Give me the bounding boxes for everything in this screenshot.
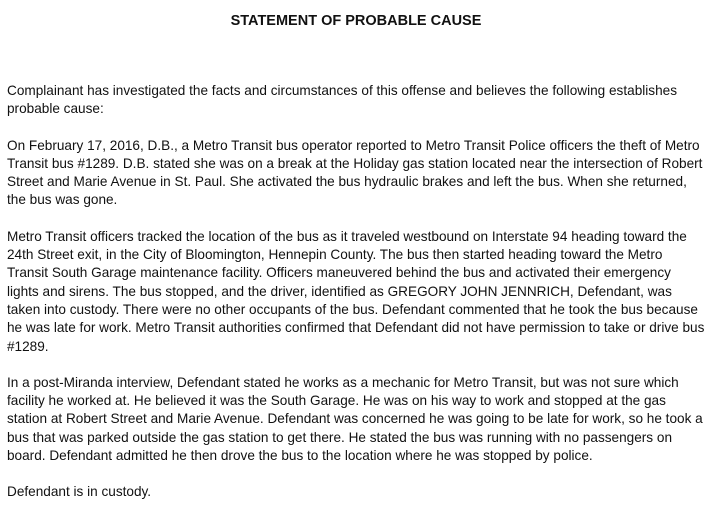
- document-title: STATEMENT OF PROBABLE CAUSE: [230, 13, 482, 29]
- paragraph-tracking: Metro Transit officers tracked the location of the bus as it traveled westbound on Interstate 94 heading toward the 24th Street exit, in the City of Bloomington, Hennepin County. The bus then started heading toward the Metro Transit South Garage maintenance facility. Officers maneuvered behind the bus and activated their emergency lights and sirens. The bus stopped, and the driver, identified as GREGORY JOHN JENNRICH, Defendant, was taken into custody. There were no other occupants of the bus. Defendant commented that he took the bus because he was late for work. Metro Transit authorities confirmed that Defendant did not have permission to take or drive bus #1289.: [7, 228, 705, 354]
- document: [7, 10, 705, 502]
- paragraph-interview: In a post-Miranda interview, Defendant stated he works as a mechanic for Metro Transit, but was not sure which facility he worked at. He believed it was the South Garage. He was on his way to work and stopped at the gas station at Robert Street and Marie Avenue. Defendant was concerned he was going to be late for work, so he took a bus that was parked outside the gas station to get there. He stated the bus was running with no passengers on board. Defendant admitted he then drove the bus to the location where he was stopped by police.: [7, 374, 703, 464]
- paragraph-intro: Complainant has investigated the facts and circumstances of this offense and believes the following establishes probable cause:: [7, 83, 678, 117]
- paragraph-theft-report: On February 17, 2016, D.B., a Metro Transit bus operator reported to Metro Transit Police officers the theft of Metro Transit bus #1289. D.B. stated she was on a break at the Holiday gas station located near the intersection of Robert Street and Marie Avenue in St. Paul. She activated the bus hydraulic brakes and left the bus. When she returned, the bus was gone.: [7, 137, 703, 208]
- paragraph-custody: Defendant is in custody.: [7, 484, 152, 500]
